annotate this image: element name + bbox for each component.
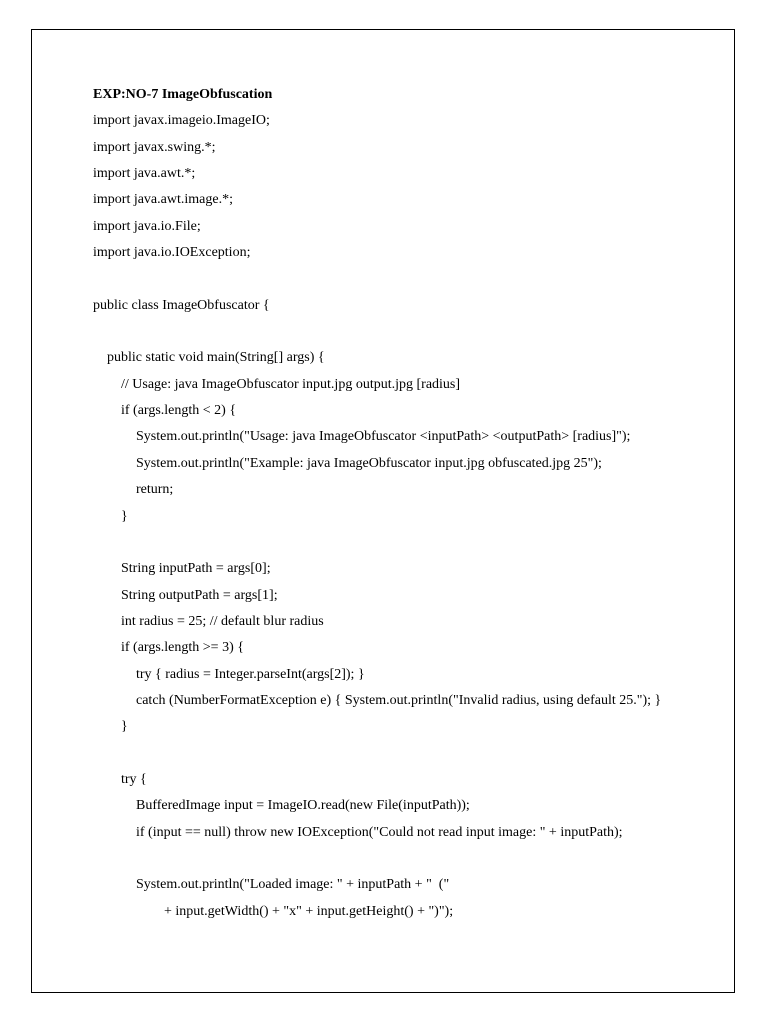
document-heading: EXP:NO-7 ImageObfuscation xyxy=(93,87,273,102)
code-line xyxy=(93,846,713,872)
code-line: System.out.println("Usage: java ImageObfuscator <inputPath> <outputPath> [radius]"); xyxy=(136,429,631,445)
code-line: import java.io.File; xyxy=(93,218,201,234)
code-line: // Usage: java ImageObfuscator input.jpg output.jpg [radius] xyxy=(121,376,461,392)
code-line: try { xyxy=(121,771,147,787)
code-line: if (args.length >= 3) { xyxy=(121,640,244,656)
code-line: if (args.length < 2) { xyxy=(121,403,237,419)
code-line: import javax.swing.*; xyxy=(93,139,216,155)
code-line: if (input == null) throw new IOException("Could not read input image: " + inputPath); xyxy=(136,824,623,840)
code-line: import java.awt.*; xyxy=(93,166,196,182)
code-line: String inputPath = args[0]; xyxy=(121,561,271,577)
code-line xyxy=(93,266,713,292)
code-line xyxy=(93,741,713,767)
code-line: import javax.imageio.ImageIO; xyxy=(93,113,270,129)
code-line: System.out.println("Example: java ImageObfuscator input.jpg obfuscated.jpg 25"); xyxy=(136,455,602,471)
code-line: } xyxy=(121,508,128,524)
code-listing xyxy=(93,108,713,925)
code-line: } xyxy=(121,719,128,735)
code-line: import java.awt.image.*; xyxy=(93,192,233,208)
code-line: catch (NumberFormatException e) { System.out.println("Invalid radius, using default 25."); } xyxy=(136,692,662,708)
code-line: public class ImageObfuscator { xyxy=(93,297,270,313)
code-line: int radius = 25; // default blur radius xyxy=(121,613,324,629)
code-line: public static void main(String[] args) { xyxy=(107,350,325,366)
code-line xyxy=(93,319,713,345)
code-line: + input.getWidth() + "x" + input.getHeight() + ")"); xyxy=(164,903,454,919)
code-line: String outputPath = args[1]; xyxy=(121,587,278,603)
code-line: try { radius = Integer.parseInt(args[2]); } xyxy=(136,666,365,682)
code-line: BufferedImage input = ImageIO.read(new File(inputPath)); xyxy=(136,798,470,814)
code-line: import java.io.IOException; xyxy=(93,245,251,261)
code-line: return; xyxy=(136,482,174,498)
document-body xyxy=(93,82,713,925)
code-line: System.out.println("Loaded image: " + inputPath + " (" xyxy=(136,877,450,893)
code-line xyxy=(93,530,713,556)
